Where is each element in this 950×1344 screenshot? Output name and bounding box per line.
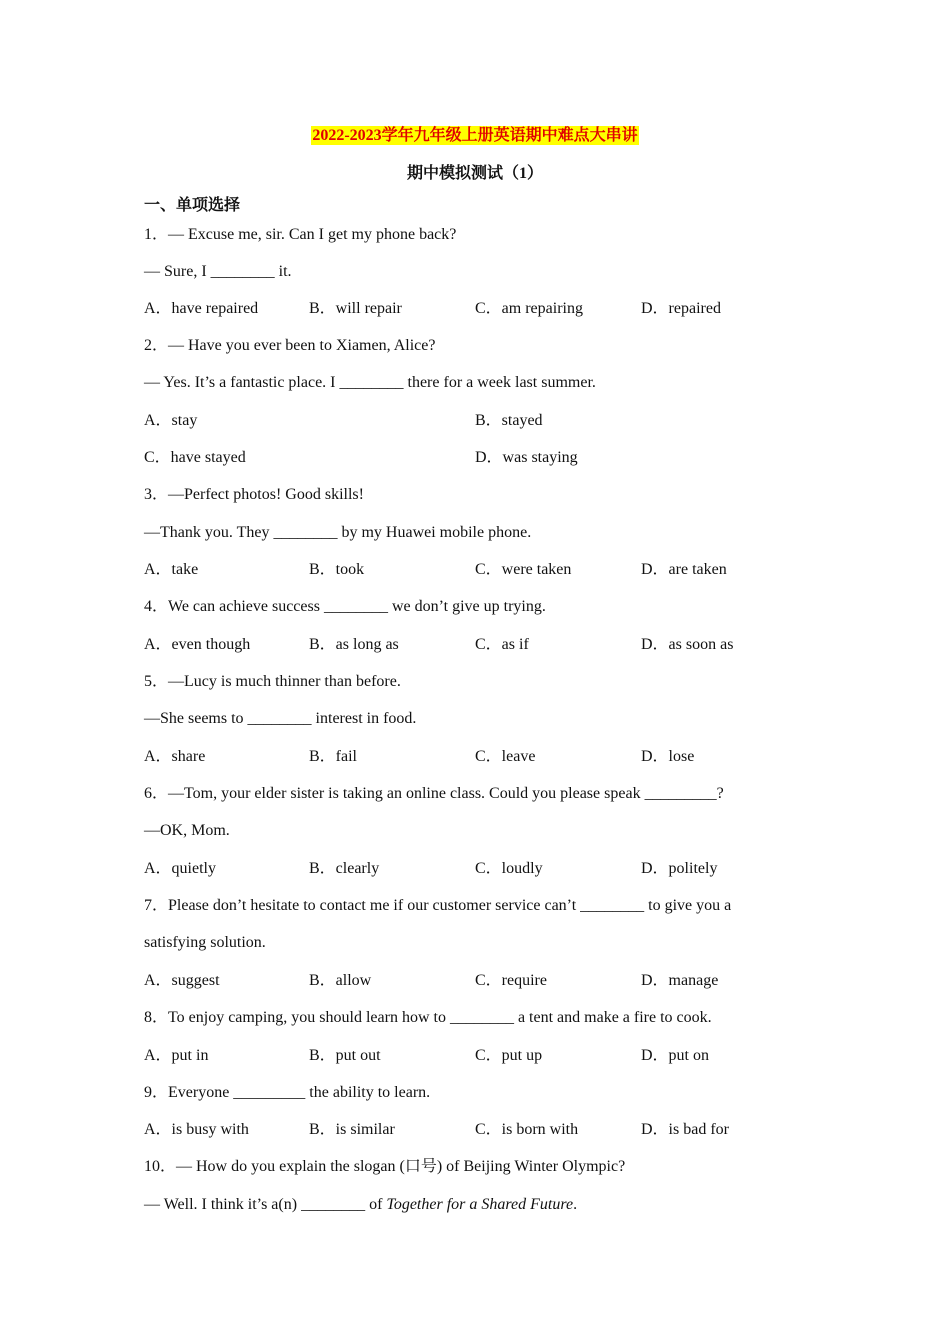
- question-10-reply-text: — Well. I think it’s a(n) ________ of: [144, 1196, 387, 1213]
- question-3-option-c: C．were taken: [475, 561, 572, 578]
- question-4-option-c: C．as if: [475, 636, 529, 653]
- question-3-option-b: B．took: [309, 561, 365, 578]
- question-6-option-a: A．quietly: [144, 860, 216, 877]
- question-1-option-a: A．have repaired: [144, 300, 259, 317]
- question-2-stem-reply: — Yes. It’s a fantastic place. I ________ there for a week last summer.: [144, 374, 596, 391]
- question-2-option-a: A．stay: [144, 412, 198, 429]
- question-4-option-b: B．as long as: [309, 636, 399, 653]
- question-7-option-b: B．allow: [309, 972, 372, 989]
- question-5-option-d: D．lose: [641, 748, 695, 765]
- question-3-option-a: A．take: [144, 561, 199, 578]
- question-7-stem-cont: satisfying solution.: [144, 934, 266, 951]
- question-1-option-b: B．will repair: [309, 300, 402, 317]
- question-3-option-d: D．are taken: [641, 561, 727, 578]
- question-1-stem: 1．— Excuse me, sir. Can I get my phone back?: [144, 226, 457, 243]
- question-6-stem-reply: —OK, Mom.: [144, 822, 230, 839]
- question-9-stem: 9．Everyone _________ the ability to learn.: [144, 1084, 431, 1101]
- question-10-reply-tail: .: [573, 1196, 578, 1213]
- question-8-option-a: A．put in: [144, 1047, 209, 1064]
- question-10-slogan: Together for a Shared Future: [386, 1196, 574, 1213]
- question-2-option-d: D．was staying: [475, 449, 578, 466]
- question-1-stem-reply: — Sure, I ________ it.: [144, 263, 292, 280]
- question-7-stem: 7．Please don’t hesitate to contact me if our customer service can’t ________ to give you a: [144, 897, 732, 914]
- question-3-stem-reply: —Thank you. They ________ by my Huawei mobile phone.: [144, 524, 532, 541]
- question-2-option-c: C．have stayed: [144, 449, 246, 466]
- question-5-option-c: C．leave: [475, 748, 536, 765]
- question-5-stem: 5．—Lucy is much thinner than before.: [144, 673, 401, 690]
- question-8-option-b: B．put out: [309, 1047, 381, 1064]
- question-5-option-a: A．share: [144, 748, 206, 765]
- question-2-stem: 2．— Have you ever been to Xiamen, Alice?: [144, 337, 436, 354]
- question-3-stem: 3．—Perfect photos! Good skills!: [144, 486, 364, 503]
- question-9-option-b: B．is similar: [309, 1121, 395, 1138]
- question-9-option-d: D．is bad for: [641, 1121, 729, 1138]
- question-4-option-a: A．even though: [144, 636, 251, 653]
- question-9-option-a: A．is busy with: [144, 1121, 249, 1138]
- question-1-option-d: D．repaired: [641, 300, 721, 317]
- question-4-option-d: D．as soon as: [641, 636, 734, 653]
- question-5-option-b: B．fail: [309, 748, 357, 765]
- question-10-stem-reply: [144, 1195, 577, 1215]
- question-5-stem-reply: —She seems to ________ interest in food.: [144, 710, 417, 727]
- question-8-option-c: C．put up: [475, 1047, 543, 1064]
- question-6-option-b: B．clearly: [309, 860, 380, 877]
- question-7-option-a: A．suggest: [144, 972, 220, 989]
- question-10-stem: 10．— How do you explain the slogan (口号) of Beijing Winter Olympic?: [144, 1158, 626, 1175]
- question-7-option-d: D．manage: [641, 972, 719, 989]
- question-1-option-c: C．am repairing: [475, 300, 583, 317]
- question-6-option-c: C．loudly: [475, 860, 543, 877]
- question-7-option-c: C．require: [475, 972, 547, 989]
- question-9-option-c: C．is born with: [475, 1121, 579, 1138]
- question-8-option-d: D．put on: [641, 1047, 710, 1064]
- document-subtitle: 期中模拟测试（1）: [406, 165, 543, 182]
- document-title: 2022-2023学年九年级上册英语期中难点大串讲: [312, 127, 638, 144]
- question-6-option-d: D．politely: [641, 860, 718, 877]
- question-4-stem: 4．We can achieve success ________ we don’t give up trying.: [144, 598, 546, 615]
- question-6-stem: 6．—Tom, your elder sister is taking an online class. Could you please speak _________?: [144, 785, 724, 802]
- question-8-stem: 8．To enjoy camping, you should learn how to ________ a tent and make a fire to cook.: [144, 1009, 712, 1026]
- question-2-option-b: B．stayed: [475, 412, 543, 429]
- section-heading: 一、单项选择: [144, 197, 241, 214]
